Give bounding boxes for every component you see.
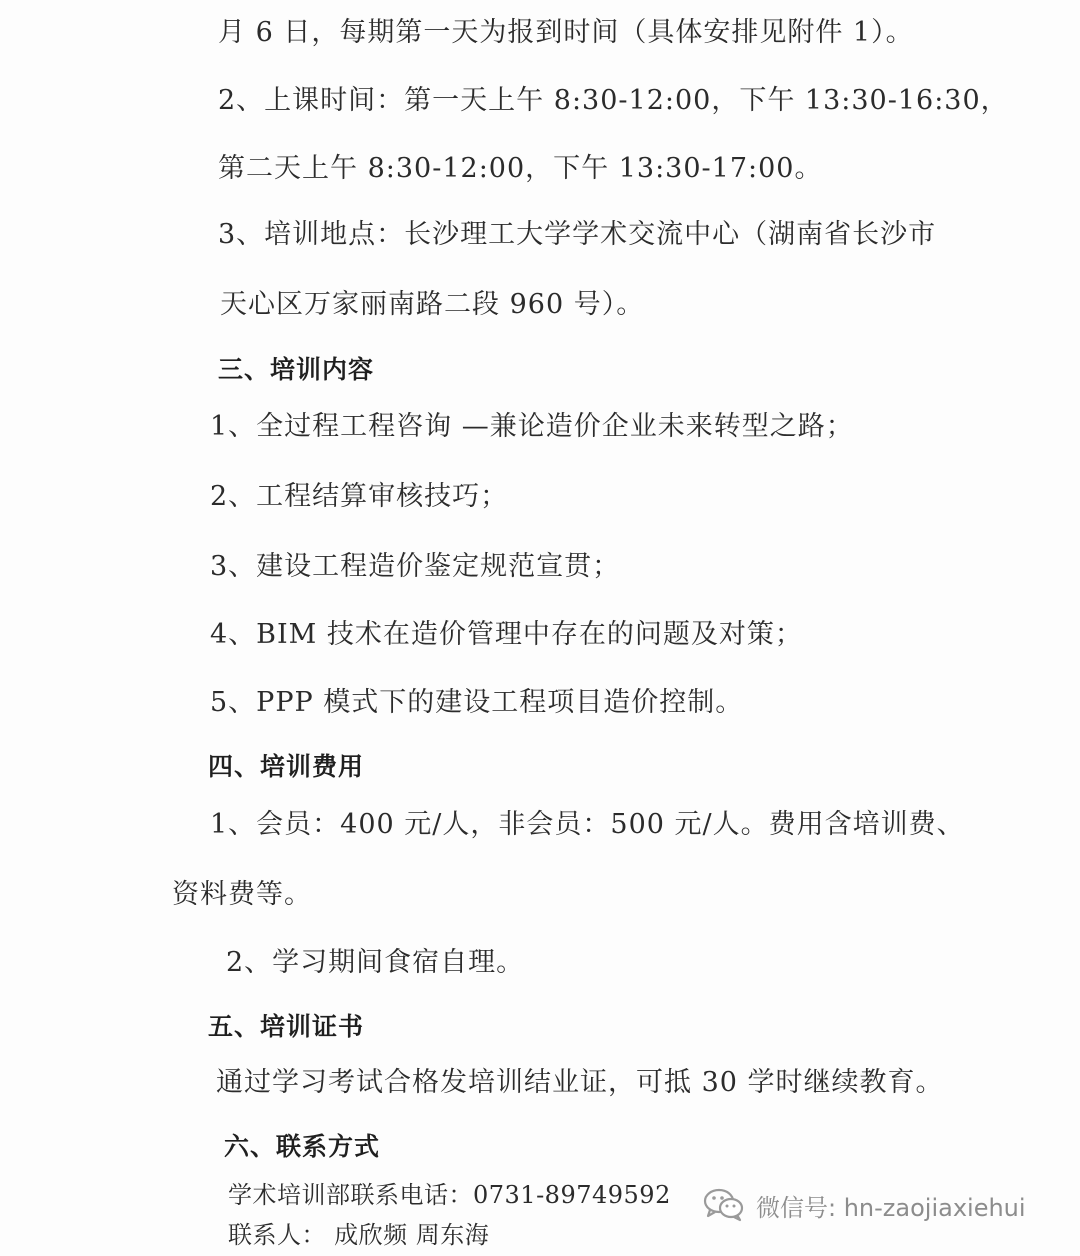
section-heading: 六、联系方式: [224, 1132, 381, 1161]
list-item: 1、全过程工程咨询 —兼论造价企业未来转型之路；: [210, 411, 854, 442]
section-heading: 五、培训证书: [208, 1012, 365, 1041]
contact-phone: 学术培训部联系电话：0731-89749592: [228, 1181, 671, 1209]
list-item: 2、工程结算审核技巧；: [210, 481, 509, 512]
body-line: 天心区万家丽南路二段 960 号）。: [220, 289, 645, 320]
section-heading: 四、培训费用: [208, 752, 365, 781]
list-item: 3、建设工程造价鉴定规范宣贯；: [210, 551, 621, 582]
section-heading: 三、培训内容: [218, 355, 375, 384]
list-item: 4、BIM 技术在造价管理中存在的问题及对策；: [210, 619, 803, 650]
wechat-icon: [702, 1188, 746, 1222]
list-item: 5、PPP 模式下的建设工程项目造价控制。: [210, 687, 744, 718]
watermark-text: 微信号: hn-zaojiaxiehui: [756, 1193, 1026, 1222]
body-line: 第二天上午 8:30-12:00，下午 13:30-17:00。: [218, 153, 823, 184]
wechat-watermark: [702, 1185, 1026, 1225]
body-line: 2、上课时间：第一天上午 8:30-12:00，下午 13:30-16:30，: [218, 85, 1009, 116]
body-line: 资料费等。: [172, 879, 312, 910]
body-line: 3、培训地点：长沙理工大学学术交流中心（湖南省长沙市: [218, 219, 937, 250]
body-line: 2、学习期间食宿自理。: [226, 947, 525, 978]
body-line: 1、会员：400 元/人，非会员：500 元/人。费用含培训费、: [210, 809, 965, 840]
body-line: 通过学习考试合格发培训结业证，可抵 30 学时继续教育。: [216, 1067, 944, 1098]
contact-person: 联系人： 成欣频 周东海: [228, 1221, 490, 1249]
body-line: 月 6 日，每期第一天为报到时间（具体安排见附件 1）。: [218, 17, 914, 48]
